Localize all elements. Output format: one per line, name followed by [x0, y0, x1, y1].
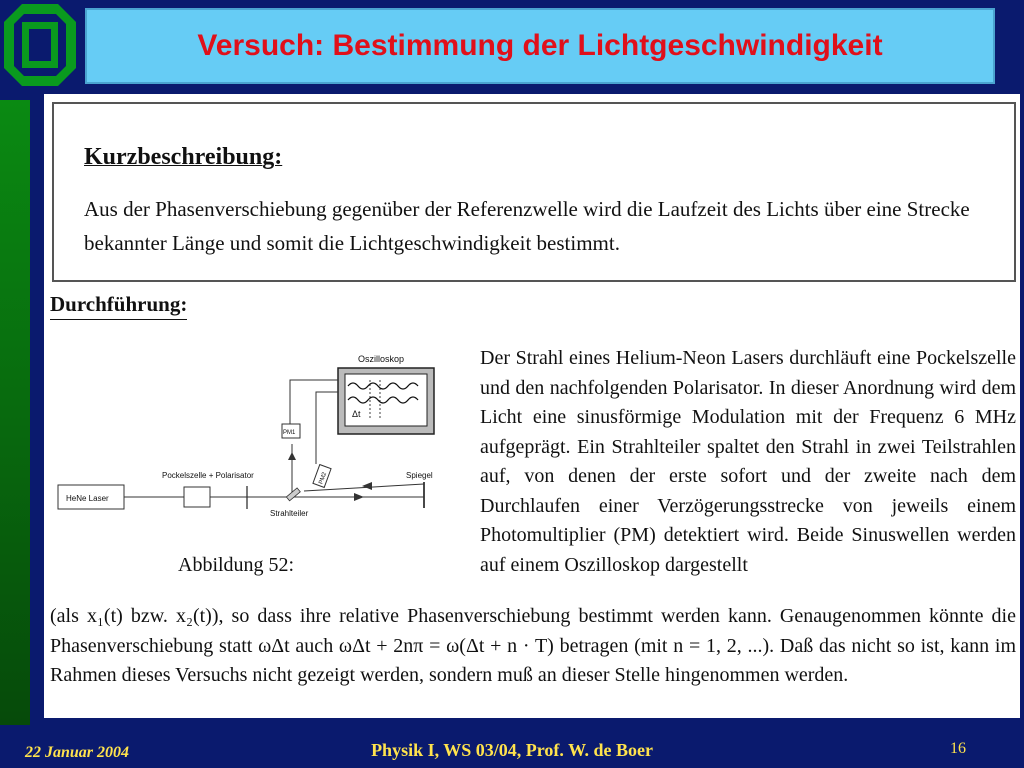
pockels-label: Pockelszelle + Polarisator — [162, 471, 254, 480]
footer-course: Physik I, WS 03/04, Prof. W. de Boer — [371, 740, 653, 760]
footer — [0, 728, 1024, 768]
pm1-label: PM1 — [283, 430, 296, 436]
durchfuehrung-text-bottom: (als x₁(t) bzw. x₂(t)), so dass ihre relative Phasenverschiebung bestimmt werden kann. Genaugenommen könnte die Phasenverschiebung statt ωΔt auch ωΔt + 2nπ = ω(Δt + n · T) betragen (mit n = 1, 2, ...). Daß das nicht so ist, kann im Rahmen dieses Versuchs nicht gezeigt werden, sondern muß an dieser Stelle hingenommen werden. — [50, 605, 1016, 686]
footer-date: 22 Januar 2004 — [25, 744, 130, 761]
slide-title: Versuch: Bestimmung der Lichtgeschwindigkeit — [197, 29, 883, 62]
durchfuehrung-heading: Durchführung: — [50, 292, 187, 320]
kurzbeschreibung-heading: Kurzbeschreibung: — [84, 144, 283, 170]
pm2-label: PM2 — [318, 471, 329, 486]
strahlteiler-label: Strahlteiler — [270, 509, 309, 518]
delta-t-label: Δt — [352, 409, 361, 419]
slide-content — [44, 94, 1020, 718]
figure-caption: Abbildung 52: — [178, 554, 295, 576]
experiment-diagram — [54, 344, 474, 549]
spiegel-label: Spiegel — [406, 471, 433, 480]
university-logo — [0, 0, 80, 90]
title-bar — [85, 8, 995, 84]
side-bar — [0, 100, 30, 725]
kurzbeschreibung-box — [52, 102, 1016, 282]
oszilloskop-label: Oszilloskop — [358, 354, 405, 364]
laser-label: HeNe Laser — [66, 494, 109, 503]
page-number: 16 — [950, 740, 966, 757]
durchfuehrung-text-right: Der Strahl eines Helium-Neon Lasers durchläuft eine Pockelszelle und den nachfolgenden Polarisator. In dieser Anordnung wird dem Licht eine sinusförmige Modulation mit der Frequenz 6 MHz aufgeprägt. Ein Strahlteiler spaltet den Strahl in zwei Teilstrahlen auf, von denen der erste sofort und der zweite nach dem Durchlaufen einer Verzögerungsstrecke von jeweils einem Photomultiplier (PM) detektiert wird. Beide Sinuswellen werden auf einem Oszilloskop dargestellt — [480, 347, 1016, 576]
footer-line — [30, 724, 1024, 726]
kurzbeschreibung-text: Aus der Phasenverschiebung gegenüber der Referenzwelle wird die Laufzeit des Lichts über eine Strecke bekannter Länge und somit die Lichtgeschwindigkeit bestimmt. — [84, 197, 970, 255]
